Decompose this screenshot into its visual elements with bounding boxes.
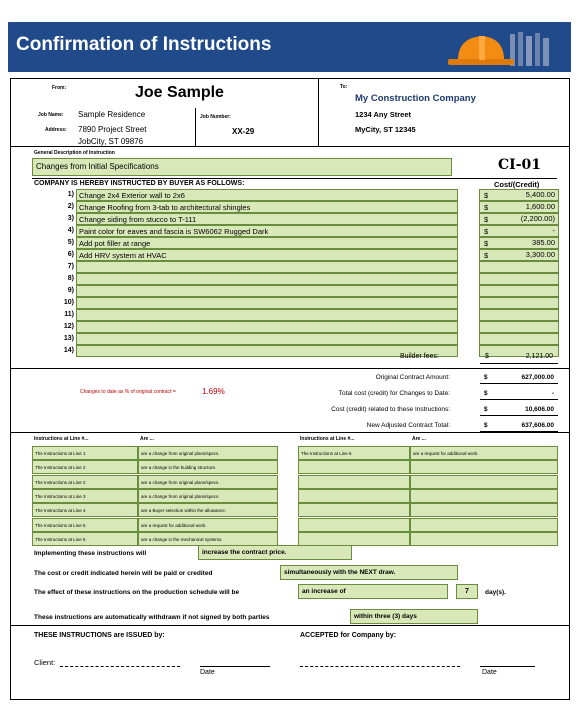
withdraw-label: These instructions are automatically withdrawn if not signed by both parties <box>34 614 270 621</box>
cost-field[interactable]: $ <box>479 237 559 249</box>
line-number: 8) <box>67 275 74 282</box>
address-label: Address: <box>45 127 67 133</box>
line-ref-cell[interactable] <box>298 518 410 532</box>
to-street: 1234 Any Street <box>355 110 412 119</box>
total-currency: $ <box>484 422 488 429</box>
date-label: Date <box>482 669 497 676</box>
cost-field[interactable]: $ <box>479 201 559 213</box>
line-type-cell[interactable]: are a request for additional work. <box>138 518 278 532</box>
line-number: 10) <box>63 299 74 306</box>
cost-value <box>495 321 555 333</box>
instruction-field[interactable] <box>76 297 458 309</box>
builder-fees-label: Builder fees: <box>400 353 439 360</box>
line-type-cell[interactable]: are a change in the building structure. <box>138 460 278 474</box>
line-ref-cell[interactable] <box>298 503 410 517</box>
percent-label: Changes to date as % of original contract = <box>80 389 176 395</box>
lines-table-header: Are ... <box>140 436 154 442</box>
paid-label: The cost or credit indicated herein will be paid or credited <box>34 570 213 577</box>
line-type-cell[interactable] <box>410 489 558 503</box>
cost-field[interactable]: $ <box>479 213 559 225</box>
line-type-cell[interactable] <box>410 532 558 546</box>
from-name: Joe Sample <box>135 84 224 101</box>
job-name-label: Job Name: <box>38 112 64 118</box>
job-number: XX-29 <box>232 127 255 136</box>
line-ref-cell[interactable]: The Instructions at Line 1 <box>32 446 138 460</box>
line-type-cell[interactable]: are a change from original plans/specs. <box>138 489 278 503</box>
line-ref-cell[interactable]: The Instructions at Line 2 <box>32 460 138 474</box>
line-ref-cell[interactable]: The Instructions at Line 2 <box>32 475 138 489</box>
builder-fees-value: 2,121.00 <box>525 353 553 360</box>
divider <box>32 178 557 179</box>
line-ref-cell[interactable]: The Instructions at Line 5 <box>32 518 138 532</box>
line-type-cell[interactable]: are a request for additional work. <box>410 446 558 460</box>
line-number: 2) <box>67 203 74 210</box>
total-currency: $ <box>484 390 488 397</box>
cost-value <box>495 309 555 321</box>
days-label: day(s). <box>485 589 506 596</box>
general-description-field[interactable]: Changes from Initial Specifications <box>32 158 452 176</box>
line-number: 4) <box>67 227 74 234</box>
instructions-heading: COMPANY IS HEREBY INSTRUCTED BY BUYER AS FOLLOWS: <box>34 180 245 187</box>
address-line2: JobCity, ST 09876 <box>78 137 144 146</box>
paid-field[interactable]: simultaneously with the NEXT draw. <box>280 565 458 580</box>
instruction-field[interactable] <box>76 273 458 285</box>
cost-value <box>495 261 555 273</box>
line-ref-cell[interactable] <box>298 489 410 503</box>
effect-field[interactable]: an increase of <box>298 584 448 599</box>
total-value: 627,000.00 <box>521 374 554 381</box>
total-currency: $ <box>484 406 488 413</box>
date-label: Date <box>200 669 215 676</box>
general-description-label: General Description of Instruction <box>34 150 115 156</box>
withdraw-field[interactable]: within three (3) days <box>350 609 478 624</box>
cost-value <box>495 333 555 345</box>
lines-table-header: Instructions at Line #... <box>300 436 355 442</box>
line-type-cell[interactable] <box>410 460 558 474</box>
from-label: From: <box>52 85 67 91</box>
instruction-field[interactable]: Change siding from stucco to T-111 <box>76 213 458 225</box>
issued-label: THESE INSTRUCTIONS are ISSUED by: <box>34 632 165 639</box>
cost-value <box>495 297 555 309</box>
instruction-field[interactable]: Paint color for eaves and fascia is SW6062 Rugged Dark <box>76 225 458 237</box>
instruction-field[interactable]: Add HRV system at HVAC <box>76 249 458 261</box>
line-number: 6) <box>67 251 74 258</box>
instruction-field[interactable] <box>76 285 458 297</box>
instruction-field[interactable]: Change 2x4 Exterior wall to 2x6 <box>76 189 458 201</box>
line-type-cell[interactable]: are a change from original plans/specs. <box>138 475 278 489</box>
line-type-cell[interactable]: are a Buyer selection within the allowance. <box>138 503 278 517</box>
cost-value: - <box>552 226 555 235</box>
total-currency: $ <box>484 374 488 381</box>
effect-label: The effect of these instructions on the production schedule will be <box>34 589 240 596</box>
lines-table-header: Instructions at Line #... <box>34 436 89 442</box>
line-ref-cell[interactable] <box>298 475 410 489</box>
instruction-code: CI-01 <box>498 157 541 173</box>
cost-value <box>495 273 555 285</box>
job-name: Sample Residence <box>78 110 146 119</box>
line-ref-cell[interactable]: The Instructions at Line 4 <box>32 503 138 517</box>
cost-value <box>495 285 555 297</box>
to-company: My Construction Company <box>355 93 476 104</box>
divider <box>195 108 196 146</box>
cost-heading: Cost/(Credit) <box>494 180 540 189</box>
total-label: New Adjusted Contract Total: <box>366 422 450 429</box>
divider <box>480 399 558 400</box>
instruction-field[interactable] <box>76 333 458 345</box>
divider <box>318 78 319 146</box>
line-number: 14) <box>63 347 74 354</box>
line-ref-cell[interactable] <box>298 532 410 546</box>
line-number: 1) <box>67 191 74 198</box>
line-number: 12) <box>63 323 74 330</box>
days-field[interactable]: 7 <box>456 584 478 599</box>
total-value: 10,606.00 <box>525 406 554 413</box>
date-line[interactable] <box>480 666 535 667</box>
job-number-label: Job Number: <box>200 114 231 120</box>
line-ref-cell[interactable]: The Instructions at Line 6 <box>32 532 138 546</box>
divider <box>10 146 570 147</box>
lines-table-header: Are ... <box>412 436 426 442</box>
line-type-cell[interactable]: are a change from original plans/specs. <box>138 446 278 460</box>
cost-value: 3,300.00 <box>525 250 555 259</box>
instruction-field[interactable] <box>76 309 458 321</box>
line-ref-cell[interactable] <box>298 460 410 474</box>
line-number: 9) <box>67 287 74 294</box>
address-line1: 7890 Project Street <box>78 125 147 134</box>
implement-label: Implementing these instructions will <box>34 550 147 557</box>
cost-field[interactable]: $ <box>479 189 559 201</box>
instruction-field[interactable] <box>76 261 458 273</box>
accepted-label: ACCEPTED for Company by: <box>300 632 397 639</box>
line-type-cell[interactable] <box>410 518 558 532</box>
cost-field[interactable]: $ <box>479 249 559 261</box>
page-title: Confirmation of Instructions <box>16 34 272 55</box>
cost-field[interactable]: $ <box>479 225 559 237</box>
percent-value: 1.69% <box>202 387 225 396</box>
divider <box>10 432 570 433</box>
line-number: 13) <box>63 335 74 342</box>
instruction-field[interactable] <box>76 321 458 333</box>
client-label: Client: <box>34 658 56 667</box>
line-ref-cell[interactable]: The Instructions at Line 3 <box>32 489 138 503</box>
cost-value: 1,600.00 <box>525 202 555 211</box>
client-signature-line[interactable] <box>60 666 180 667</box>
date-line[interactable] <box>200 666 270 667</box>
total-label: Original Contract Amount: <box>375 374 450 381</box>
instruction-field[interactable]: Add pot filler at range <box>76 237 458 249</box>
total-value: 637,606.00 <box>521 422 554 429</box>
cost-value: 5,400.00 <box>525 190 555 199</box>
divider <box>10 368 570 369</box>
cost-value: (2,200.00) <box>520 214 555 223</box>
company-signature-line[interactable] <box>300 666 460 667</box>
total-value: - <box>551 390 554 397</box>
line-number: 7) <box>67 263 74 270</box>
builder-fees-currency: $ <box>485 353 489 360</box>
hard-hat-icon <box>440 30 560 70</box>
line-number: 5) <box>67 239 74 246</box>
cost-value: 385.00 <box>532 238 555 247</box>
to-label: To: <box>340 84 348 90</box>
divider <box>480 383 558 384</box>
total-label: Cost (credit) related to these Instructions: <box>331 406 450 413</box>
implement-field[interactable]: increase the contract price. <box>198 545 352 560</box>
divider <box>480 415 558 416</box>
instruction-field[interactable]: Change Roofing from 3-tab to architectural shingles <box>76 201 458 213</box>
to-citystate: MyCity, ST 12345 <box>355 125 416 134</box>
line-ref-cell[interactable]: The Instructions at Line 6 <box>298 446 410 460</box>
line-number: 3) <box>67 215 74 222</box>
total-label: Total cost (credit) for Changes to Date: <box>338 390 450 397</box>
line-type-cell[interactable] <box>410 503 558 517</box>
line-type-cell[interactable]: are a change in the mechanical systems. <box>138 532 278 546</box>
line-number: 11) <box>64 311 74 318</box>
line-type-cell[interactable] <box>410 475 558 489</box>
divider <box>10 625 570 626</box>
divider <box>480 363 558 364</box>
